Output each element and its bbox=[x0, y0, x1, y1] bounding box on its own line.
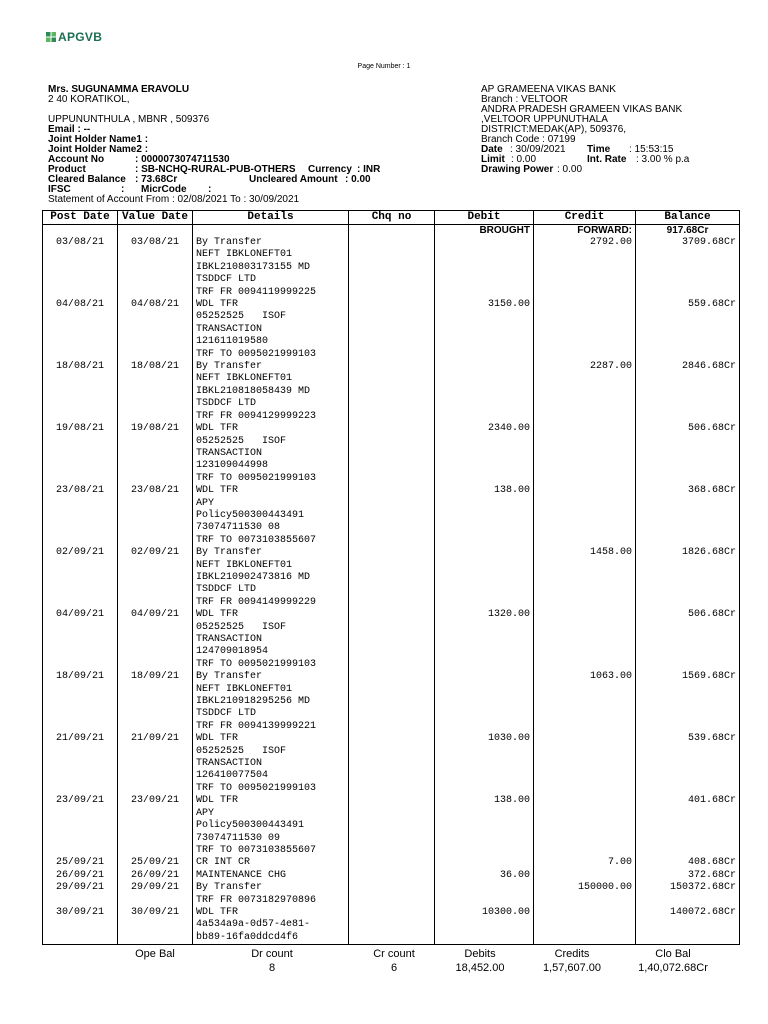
details-line: TRF FR 0073182970896 bbox=[196, 894, 317, 906]
credit-cell bbox=[534, 485, 636, 547]
chq-no-cell bbox=[349, 547, 435, 609]
micr-label: MicrCode bbox=[141, 184, 187, 195]
drawing-power-row bbox=[481, 165, 741, 175]
col-debit: Debit bbox=[435, 211, 534, 225]
details-line: Policy500300443491 bbox=[196, 509, 305, 521]
debit-cell bbox=[435, 237, 534, 299]
bank-logo bbox=[46, 30, 102, 44]
details-line: By Transfer bbox=[196, 671, 263, 683]
details-cell bbox=[193, 795, 349, 857]
bank-address-line2: ,VELTOOR UPPUNUTHALA bbox=[481, 114, 608, 125]
cleared-balance-row bbox=[48, 175, 468, 185]
value-date-cell: 25/09/21 bbox=[118, 857, 193, 869]
micr-colon: : bbox=[208, 184, 212, 195]
cleared-balance-value: : 73.68Cr bbox=[135, 174, 178, 185]
post-date-cell: 18/08/21 bbox=[43, 361, 118, 423]
details-cell bbox=[193, 671, 349, 733]
time-value: : 15:53:15 bbox=[629, 144, 674, 155]
dr-count-value: 8 bbox=[268, 962, 276, 974]
chq-no-cell bbox=[349, 609, 435, 671]
transaction-row bbox=[43, 299, 740, 361]
details-line: 73074711530 09 bbox=[196, 832, 281, 844]
details-line: TRF TO 0073103855607 bbox=[196, 844, 317, 856]
debit-cell: 2340.00 bbox=[435, 423, 534, 485]
details-cell bbox=[193, 857, 349, 869]
details-line: By Transfer bbox=[196, 547, 263, 559]
post-date-cell: 18/09/21 bbox=[43, 671, 118, 733]
post-date-cell: 30/09/21 bbox=[43, 907, 118, 945]
transaction-row bbox=[43, 547, 740, 609]
date-value: : 30/09/2021 bbox=[510, 144, 566, 155]
details-line: APY bbox=[196, 497, 215, 509]
balance-cell: 150372.68Cr bbox=[636, 882, 740, 907]
date-label: Date bbox=[481, 144, 503, 155]
details-line: WDL TFR bbox=[196, 299, 239, 311]
debit-cell bbox=[435, 882, 534, 907]
bank-address-line3: DISTRICT:MEDAK(AP), 509376, bbox=[481, 124, 627, 135]
credit-cell bbox=[534, 907, 636, 945]
details-line: TRANSACTION bbox=[196, 758, 263, 770]
balance-cell: 368.68Cr bbox=[636, 485, 740, 547]
drawing-power-label: Drawing Power bbox=[481, 164, 554, 175]
credit-cell: 1458.00 bbox=[534, 547, 636, 609]
joint-holder-2: Joint Holder Name2 : bbox=[48, 144, 149, 155]
post-date-cell: 04/09/21 bbox=[43, 609, 118, 671]
details-line: IBKL210818058439 MD bbox=[196, 385, 311, 397]
col-credit: Credit bbox=[534, 211, 636, 225]
details-line: NEFT IBKLONEFT01 bbox=[196, 559, 293, 571]
credit-cell: 2792.00 bbox=[534, 237, 636, 299]
balance-cell: 1569.68Cr bbox=[636, 671, 740, 733]
details-line: TRF TO 0095021999103 bbox=[196, 658, 317, 670]
col-chq-no: Chq no bbox=[349, 211, 435, 225]
bank-logo-text: APGVB bbox=[58, 30, 103, 44]
debit-cell bbox=[435, 671, 534, 733]
transaction-row bbox=[43, 485, 740, 547]
bank-name: AP GRAMEENA VIKAS BANK bbox=[481, 84, 616, 95]
credit-cell bbox=[534, 870, 636, 882]
chq-no-cell bbox=[349, 485, 435, 547]
value-date-cell: 30/09/21 bbox=[118, 907, 193, 945]
credit-cell: 1063.00 bbox=[534, 671, 636, 733]
credit-cell: 2287.00 bbox=[534, 361, 636, 423]
details-line: By Transfer bbox=[196, 361, 263, 373]
details-cell bbox=[193, 485, 349, 547]
forward-label: FORWARD: bbox=[534, 225, 636, 238]
balance-cell: 506.68Cr bbox=[636, 609, 740, 671]
details-line: TRANSACTION bbox=[196, 447, 263, 459]
transaction-row bbox=[43, 870, 740, 882]
transaction-row bbox=[43, 361, 740, 423]
branch-code: Branch Code : 07199 bbox=[481, 134, 576, 145]
chq-no-cell bbox=[349, 795, 435, 857]
uncleared-amount-label: Uncleared Amount bbox=[249, 174, 338, 185]
value-date-cell: 03/08/21 bbox=[118, 237, 193, 299]
details-line: CR INT CR bbox=[196, 857, 251, 869]
customer-address-line1: 2 40 KORATIKOL, bbox=[48, 94, 130, 105]
details-line: bb89-16fa0ddcd4f6 bbox=[196, 931, 299, 943]
details-line: IBKL210902473816 MD bbox=[196, 571, 311, 583]
details-line: 05252525 ISOF bbox=[196, 745, 287, 757]
transaction-row bbox=[43, 907, 740, 945]
value-date-cell: 18/09/21 bbox=[118, 671, 193, 733]
account-number-value: : 0000073074711530 bbox=[135, 154, 230, 165]
details-line: MAINTENANCE CHG bbox=[196, 869, 287, 881]
value-date-cell: 26/09/21 bbox=[118, 870, 193, 882]
transaction-row bbox=[43, 609, 740, 671]
debit-cell: 10300.00 bbox=[435, 907, 534, 945]
chq-no-cell bbox=[349, 671, 435, 733]
customer-name: Mrs. SUGUNAMMA ERAVOLU bbox=[48, 84, 190, 95]
cr-count-label: Cr count bbox=[373, 948, 415, 960]
details-line: TRF FR 0094149999229 bbox=[196, 596, 317, 608]
int-rate-value: : 3.00 % p.a bbox=[636, 154, 690, 165]
details-line: WDL TFR bbox=[196, 733, 239, 745]
details-cell bbox=[193, 870, 349, 882]
details-line: 126410077504 bbox=[196, 770, 269, 782]
balance-cell: 401.68Cr bbox=[636, 795, 740, 857]
product-label: Product bbox=[48, 164, 86, 175]
dr-count-label: Dr count bbox=[251, 948, 293, 960]
details-line: TRF TO 0073103855607 bbox=[196, 534, 317, 546]
post-date-cell: 03/08/21 bbox=[43, 237, 118, 299]
bank-details bbox=[481, 85, 741, 175]
brought-forward-balance: 917.68Cr bbox=[636, 225, 740, 238]
col-balance: Balance bbox=[636, 211, 740, 225]
debit-cell: 138.00 bbox=[435, 485, 534, 547]
details-line: WDL TFR bbox=[196, 795, 239, 807]
drawing-power-value: : 0.00 bbox=[557, 164, 583, 175]
chq-no-cell bbox=[349, 857, 435, 869]
customer-details bbox=[48, 85, 468, 205]
transaction-row bbox=[43, 671, 740, 733]
balance-cell: 559.68Cr bbox=[636, 299, 740, 361]
ifsc-colon: : bbox=[121, 184, 125, 195]
debit-cell: 1030.00 bbox=[435, 733, 534, 795]
details-line: WDL TFR bbox=[196, 423, 239, 435]
transaction-row bbox=[43, 237, 740, 299]
details-line: TRF FR 0094139999221 bbox=[196, 720, 317, 732]
credits-value: 1,57,607.00 bbox=[542, 962, 602, 974]
clo-bal-value: 1,40,072.68Cr bbox=[638, 962, 708, 974]
details-line: APY bbox=[196, 807, 215, 819]
debit-cell bbox=[435, 857, 534, 869]
details-line: Policy500300443491 bbox=[196, 820, 305, 832]
details-line: 4a534a9a-0d57-4e81- bbox=[196, 919, 311, 931]
transaction-row bbox=[43, 795, 740, 857]
value-date-cell: 21/09/21 bbox=[118, 733, 193, 795]
balance-cell: 408.68Cr bbox=[636, 857, 740, 869]
balance-cell: 2846.68Cr bbox=[636, 361, 740, 423]
value-date-cell: 04/09/21 bbox=[118, 609, 193, 671]
debit-cell bbox=[435, 361, 534, 423]
details-line: 05252525 ISOF bbox=[196, 621, 287, 633]
balance-cell: 372.68Cr bbox=[636, 870, 740, 882]
balance-cell: 1826.68Cr bbox=[636, 547, 740, 609]
details-line: WDL TFR bbox=[196, 609, 239, 621]
chq-no-cell bbox=[349, 423, 435, 485]
credit-cell bbox=[534, 423, 636, 485]
credit-cell: 150000.00 bbox=[534, 882, 636, 907]
post-date-cell: 26/09/21 bbox=[43, 870, 118, 882]
details-line: TSDDCF LTD bbox=[196, 584, 257, 596]
debit-cell: 3150.00 bbox=[435, 299, 534, 361]
credit-cell bbox=[534, 609, 636, 671]
details-cell bbox=[193, 609, 349, 671]
details-cell bbox=[193, 907, 349, 945]
post-date-cell: 25/09/21 bbox=[43, 857, 118, 869]
transaction-row bbox=[43, 882, 740, 907]
post-date-cell: 21/09/21 bbox=[43, 733, 118, 795]
credit-cell bbox=[534, 733, 636, 795]
chq-no-cell bbox=[349, 870, 435, 882]
details-cell bbox=[193, 299, 349, 361]
account-number-label: Account No bbox=[48, 154, 105, 165]
table-header-row bbox=[43, 211, 740, 225]
credit-cell: 7.00 bbox=[534, 857, 636, 869]
joint-holder-1: Joint Holder Name1 : bbox=[48, 134, 149, 145]
credit-cell bbox=[534, 299, 636, 361]
details-cell bbox=[193, 733, 349, 795]
details-line: 05252525 ISOF bbox=[196, 311, 287, 323]
details-cell bbox=[193, 882, 349, 907]
details-line: By Transfer bbox=[196, 882, 263, 894]
brought-forward-row bbox=[43, 225, 740, 238]
debit-cell: 36.00 bbox=[435, 870, 534, 882]
chq-no-cell bbox=[349, 882, 435, 907]
cleared-balance-label: Cleared Balance bbox=[48, 174, 126, 185]
post-date-cell: 02/09/21 bbox=[43, 547, 118, 609]
col-value-date: Value Date bbox=[118, 211, 193, 225]
details-line: TRF TO 0095021999103 bbox=[196, 348, 317, 360]
bank-branch: Branch : VELTOOR bbox=[481, 94, 568, 105]
credits-label: Credits bbox=[554, 948, 590, 960]
debits-label: Debits bbox=[464, 948, 496, 960]
value-date-cell: 02/09/21 bbox=[118, 547, 193, 609]
details-line: WDL TFR bbox=[196, 906, 239, 918]
details-cell bbox=[193, 237, 349, 299]
col-details: Details bbox=[193, 211, 349, 225]
balance-cell: 3709.68Cr bbox=[636, 237, 740, 299]
customer-email: Email : -- bbox=[48, 124, 91, 135]
details-line: TSDDCF LTD bbox=[196, 398, 257, 410]
details-line: TRANSACTION bbox=[196, 323, 263, 335]
details-line: TRF TO 0095021999103 bbox=[196, 472, 317, 484]
chq-no-cell bbox=[349, 907, 435, 945]
details-cell bbox=[193, 423, 349, 485]
details-line: TRF FR 0094129999223 bbox=[196, 410, 317, 422]
value-date-cell: 29/09/21 bbox=[118, 882, 193, 907]
time-label: Time bbox=[587, 144, 611, 155]
product-value: : SB-NCHQ-RURAL-PUB-OTHERS bbox=[135, 164, 296, 175]
value-date-cell: 23/09/21 bbox=[118, 795, 193, 857]
details-line: NEFT IBKLONEFT01 bbox=[196, 373, 293, 385]
limit-label: Limit bbox=[481, 154, 505, 165]
debit-cell bbox=[435, 547, 534, 609]
details-line: TRF TO 0095021999103 bbox=[196, 782, 317, 794]
post-date-cell: 29/09/21 bbox=[43, 882, 118, 907]
post-date-cell: 19/08/21 bbox=[43, 423, 118, 485]
debits-value: 18,452.00 bbox=[455, 962, 505, 974]
value-date-cell: 04/08/21 bbox=[118, 299, 193, 361]
transaction-row bbox=[43, 857, 740, 869]
balance-cell: 140072.68Cr bbox=[636, 907, 740, 945]
statement-table bbox=[42, 210, 740, 945]
page-number: Page Number : 1 bbox=[357, 63, 411, 70]
debit-cell: 138.00 bbox=[435, 795, 534, 857]
ifsc-row bbox=[48, 185, 468, 195]
balance-cell: 506.68Cr bbox=[636, 423, 740, 485]
chq-no-cell bbox=[349, 237, 435, 299]
details-line: IBKL210918295256 MD bbox=[196, 696, 311, 708]
post-date-cell: 23/08/21 bbox=[43, 485, 118, 547]
details-line: 73074711530 08 bbox=[196, 522, 281, 534]
ifsc-label: IFSC bbox=[48, 184, 71, 195]
details-line: TRF FR 0094119999225 bbox=[196, 286, 317, 298]
details-line: 124709018954 bbox=[196, 646, 269, 658]
post-date-cell: 04/08/21 bbox=[43, 299, 118, 361]
details-line: TRANSACTION bbox=[196, 634, 263, 645]
details-line: 123109044998 bbox=[196, 460, 269, 472]
bank-address-line1: ANDRA PRADESH GRAMEEN VIKAS BANK bbox=[481, 104, 683, 115]
ope-bal-label: Ope Bal bbox=[135, 948, 175, 960]
uncleared-amount-value: : 0.00 bbox=[345, 174, 371, 185]
details-line: WDL TFR bbox=[196, 485, 239, 497]
chq-no-cell bbox=[349, 361, 435, 423]
value-date-cell: 23/08/21 bbox=[118, 485, 193, 547]
brought-label: BROUGHT bbox=[435, 225, 534, 238]
clo-bal-label: Clo Bal bbox=[655, 948, 691, 960]
currency-label: Currency bbox=[308, 164, 352, 175]
details-cell bbox=[193, 547, 349, 609]
transaction-row bbox=[43, 423, 740, 485]
chq-no-cell bbox=[349, 299, 435, 361]
value-date-cell: 18/08/21 bbox=[118, 361, 193, 423]
details-line: IBKL210803173155 MD bbox=[196, 261, 311, 273]
balance-cell: 539.68Cr bbox=[636, 733, 740, 795]
currency-value: : INR bbox=[357, 164, 381, 175]
credit-cell bbox=[534, 795, 636, 857]
limit-value: : 0.00 bbox=[511, 154, 537, 165]
col-post-date: Post Date bbox=[43, 211, 118, 225]
chq-no-cell bbox=[349, 733, 435, 795]
int-rate-label: Int. Rate bbox=[587, 154, 627, 165]
details-line: NEFT IBKLONEFT01 bbox=[196, 249, 293, 261]
details-line: By Transfer bbox=[196, 237, 263, 248]
statement-period: Statement of Account From : 02/08/2021 To : 30/09/2021 bbox=[48, 194, 300, 205]
details-cell bbox=[193, 361, 349, 423]
cr-count-value: 6 bbox=[390, 962, 398, 974]
details-line: NEFT IBKLONEFT01 bbox=[196, 683, 293, 695]
customer-address-line3: UPPUNUNTHULA , MBNR , 509376 bbox=[48, 114, 210, 125]
debit-cell: 1320.00 bbox=[435, 609, 534, 671]
value-date-cell: 19/08/21 bbox=[118, 423, 193, 485]
details-line: 05252525 ISOF bbox=[196, 435, 287, 447]
post-date-cell: 23/09/21 bbox=[43, 795, 118, 857]
details-line: TSDDCF LTD bbox=[196, 708, 257, 720]
bank-logo-icon bbox=[46, 32, 56, 42]
details-line: TSDDCF LTD bbox=[196, 274, 257, 286]
transaction-row bbox=[43, 733, 740, 795]
details-line: 121611019580 bbox=[196, 336, 269, 348]
